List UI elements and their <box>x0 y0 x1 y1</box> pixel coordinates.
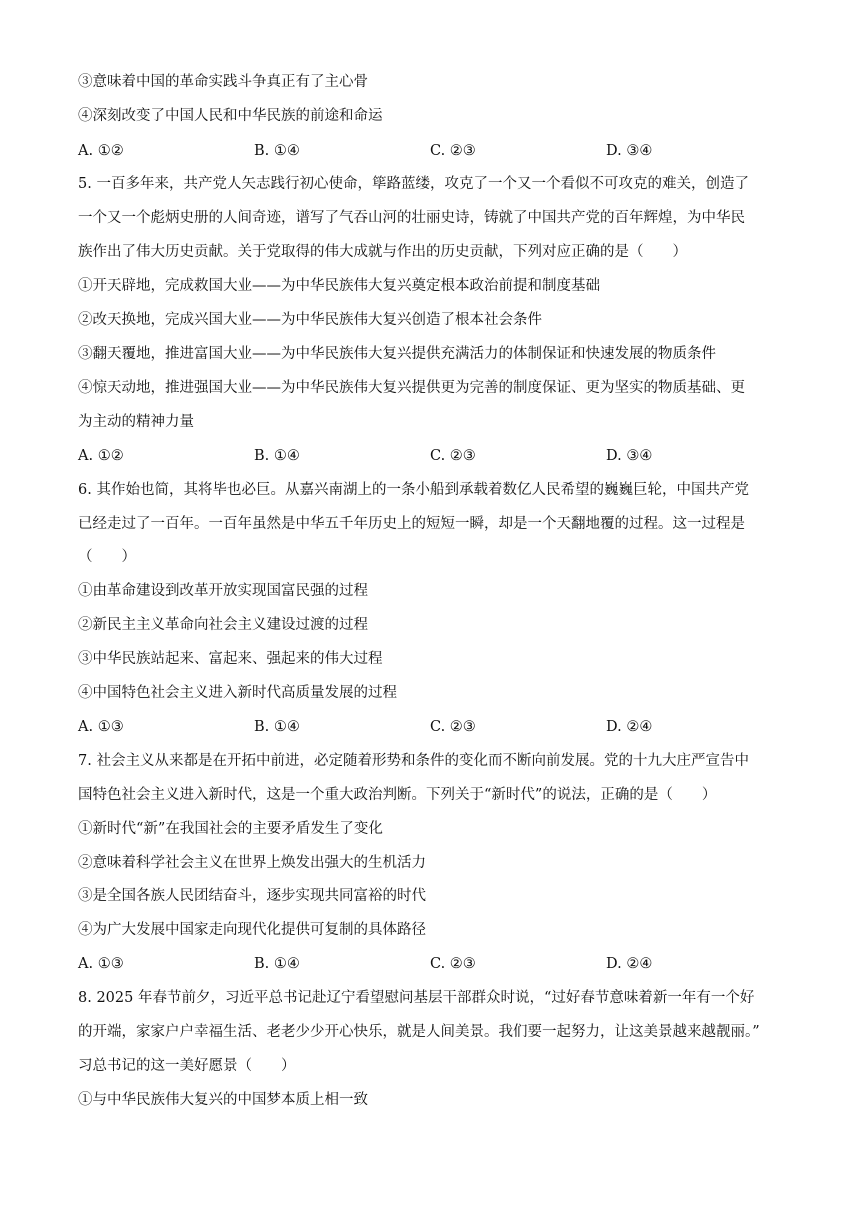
q5-stem-line: 一个又一个彪炳史册的人间奇迹，谱写了气吞山河的壮丽史诗，铸就了中国共产党的百年辉煌，为中华民 <box>78 210 745 226</box>
q8-stem-line: 习总书记的这一美好愿景（ ） <box>78 1058 296 1074</box>
q5-options <box>78 446 778 466</box>
q5-option-c[interactable]: C. ②③ <box>430 448 476 464</box>
q7-options <box>78 954 778 974</box>
q7-item-3: ③是全国各族人民团结奋斗，逐步实现共同富裕的时代 <box>78 888 426 904</box>
q7-option-d[interactable]: D. ②④ <box>606 956 653 972</box>
q7-item-2: ②意味着科学社会主义在世界上焕发出强大的生机活力 <box>78 855 426 871</box>
q7-stem-line: 国特色社会主义进入新时代，这是一个重大政治判断。下列关于“新时代”的说法，正确的是（ ） <box>78 787 717 803</box>
q4-item-4: ④深刻改变了中国人民和中华民族的前途和命运 <box>78 108 383 124</box>
q4-option-d[interactable]: D. ③④ <box>606 143 653 159</box>
q6-option-d[interactable]: D. ②④ <box>606 719 653 735</box>
q5-stem-line: 族作出了伟大历史贡献。关于党取得的伟大成就与作出的历史贡献，下列对应正确的是（ ） <box>78 244 687 260</box>
q7-item-1: ①新时代“新”在我国社会的主要矛盾发生了变化 <box>78 821 383 837</box>
q5-item-1: ①开天辟地，完成救国大业——为中华民族伟大复兴奠定根本政治前提和制度基础 <box>78 278 600 294</box>
q5-item-4: ④惊天动地，推进强国大业——为中华民族伟大复兴提供更为完善的制度保证、更为坚实的物质基础、更 <box>78 380 745 396</box>
q6-option-a[interactable]: A. ①③ <box>78 719 124 735</box>
q8-stem-line: 8. 2025 年春节前夕，习近平总书记赴辽宁看望慰问基层干部群众时说，“过好春节意味着新一年有一个好 <box>78 990 755 1006</box>
q7-option-a[interactable]: A. ①③ <box>78 956 124 972</box>
q6-stem-line: （ ） <box>78 549 136 565</box>
q6-item-1: ①由革命建设到改革开放实现国富民强的过程 <box>78 583 368 599</box>
q7-option-c[interactable]: C. ②③ <box>430 956 476 972</box>
q7-item-4: ④为广大发展中国家走向现代化提供可复制的具体路径 <box>78 922 426 938</box>
q4-options <box>78 141 778 161</box>
q5-stem-line: 5. 一百多年来，共产党人矢志践行初心使命，筚路蓝缕，攻克了一个又一个看似不可攻克的难关，创造了 <box>78 176 749 192</box>
q6-stem-line: 6. 其作始也简，其将毕也必巨。从嘉兴南湖上的一条小船到承载着数亿人民希望的巍巍巨轮，中国共产党 <box>78 482 749 498</box>
q6-options <box>78 717 778 737</box>
q4-option-a[interactable]: A. ①② <box>78 143 124 159</box>
q5-option-d[interactable]: D. ③④ <box>606 448 653 464</box>
q5-option-a[interactable]: A. ①② <box>78 448 124 464</box>
q6-option-b[interactable]: B. ①④ <box>254 719 300 735</box>
q6-stem-line: 已经走过了一百年。一百年虽然是中华五千年历史上的短短一瞬，却是一个天翻地覆的过程。这一过程是 <box>78 516 745 532</box>
q6-option-c[interactable]: C. ②③ <box>430 719 476 735</box>
q8-stem-line: 的开端，家家户户幸福生活、老老少少开心快乐，就是人间美景。我们要一起努力，让这美景越来越靓丽。” <box>78 1024 760 1040</box>
q4-option-b[interactable]: B. ①④ <box>254 143 300 159</box>
q6-item-2: ②新民主主义革命向社会主义建设过渡的过程 <box>78 617 368 633</box>
q4-option-c[interactable]: C. ②③ <box>430 143 476 159</box>
q5-option-b[interactable]: B. ①④ <box>254 448 300 464</box>
q7-stem-line: 7. 社会主义从来都是在开拓中前进，必定随着形势和条件的变化而不断向前发展。党的十九大庄严宣告中 <box>78 753 749 769</box>
q5-item-2: ②改天换地，完成兴国大业——为中华民族伟大复兴创造了根本社会条件 <box>78 312 542 328</box>
q5-item-3: ③翻天覆地，推进富国大业——为中华民族伟大复兴提供充满活力的体制保证和快速发展的物质条件 <box>78 346 716 362</box>
q8-item-1: ①与中华民族伟大复兴的中国梦本质上相一致 <box>78 1092 368 1108</box>
q6-item-3: ③中华民族站起来、富起来、强起来的伟大过程 <box>78 651 383 667</box>
q5-item-4-cont: 为主动的精神力量 <box>78 414 194 430</box>
q4-item-3: ③意味着中国的革命实践斗争真正有了主心骨 <box>78 74 368 90</box>
q7-option-b[interactable]: B. ①④ <box>254 956 300 972</box>
q6-item-4: ④中国特色社会主义进入新时代高质量发展的过程 <box>78 685 397 701</box>
